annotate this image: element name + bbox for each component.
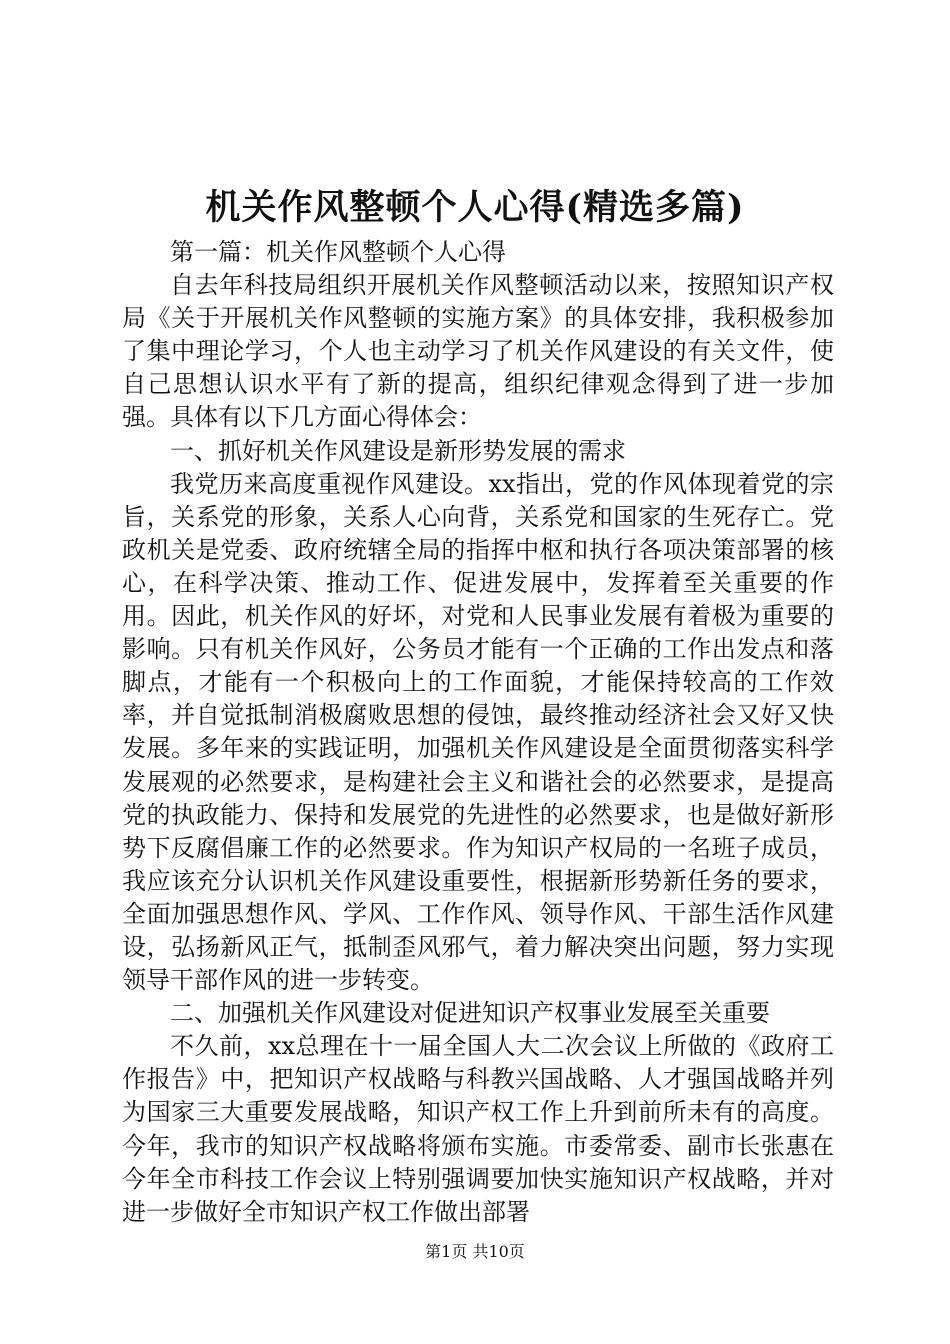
section-heading: 一、抓好机关作风建设是新形势发展的需求 xyxy=(170,436,626,465)
document-title: 机关作风整顿个人心得(精选多篇) xyxy=(205,187,745,228)
page-number-footer: 第1页 共10页 xyxy=(425,1242,525,1261)
body-paragraph: 自去年科技局组织开展机关作风整顿活动以来，按照知识产权局《关于开展机关作风整顿的实施方案》的具体安排，我积极参加了集中理论学习，个人也主动学习了机关作风建设的有关文件，使自己思想认识水平有了新的提高，组织纪律观念得到了进一步加强。具体有以下几方面心得体会： xyxy=(122,271,834,432)
section-heading-part1: 第一篇：机关作风整顿个人心得 xyxy=(170,238,506,266)
section-heading: 二、加强机关作风建设对促进知识产权事业发展至关重要 xyxy=(170,999,770,1028)
body-paragraph: 不久前，xx总理在十一届全国人大二次会议上所做的《政府工作报告》中，把知识产权战略与科教兴国战略、人才强国战略并列为国家三大重要发展战略，知识产权工作上升到前所未有的高度。今年，我市的知识产权战略将颁布实施。市委常委、副市长张惠在今年全市科技工作会议上特别强调要加快实施知识产权战略，并对进一步做好全市知识产权工作做出部署 xyxy=(122,1032,834,1226)
body-paragraph: 我党历来高度重视作风建设。xx指出，党的作风体现着党的宗旨，关系党的形象，关系人心向背，关系党和国家的生死存亡。党政机关是党委、政府统辖全局的指挥中枢和执行各项决策部署的核心，在科学决策、推动工作、促进发展中，发挥着至关重要的作用。因此，机关作风的好坏，对党和人民事业发展有着极为重要的影响。只有机关作风好，公务员才能有一个正确的工作出发点和落脚点，才能有一个积极向上的工作面貌，才能保持较高的工作效率，并自觉抵制消极腐败思想的侵蚀，最终推动经济社会又好又快发展。多年来的实践证明，加强机关作风建设是全面贯彻落实科学发展观的必然要求，是构建社会主义和谐社会的必然要求，是提高党的执政能力、保持和发展党的先进性的必然要求，也是做好新形势下反腐倡廉工作的必然要求。作为知识产权局的一名班子成员，我应该充分认识机关作风建设重要性，根据新形势新任务的要求，全面加强思想作风、学风、工作作风、领导作风、干部生活作风建设，弘扬新风正气，抵制歪风邪气，着力解决突出问题，努力实现领导干部作风的进一步转变。 xyxy=(122,469,834,995)
document-body xyxy=(122,236,834,1229)
